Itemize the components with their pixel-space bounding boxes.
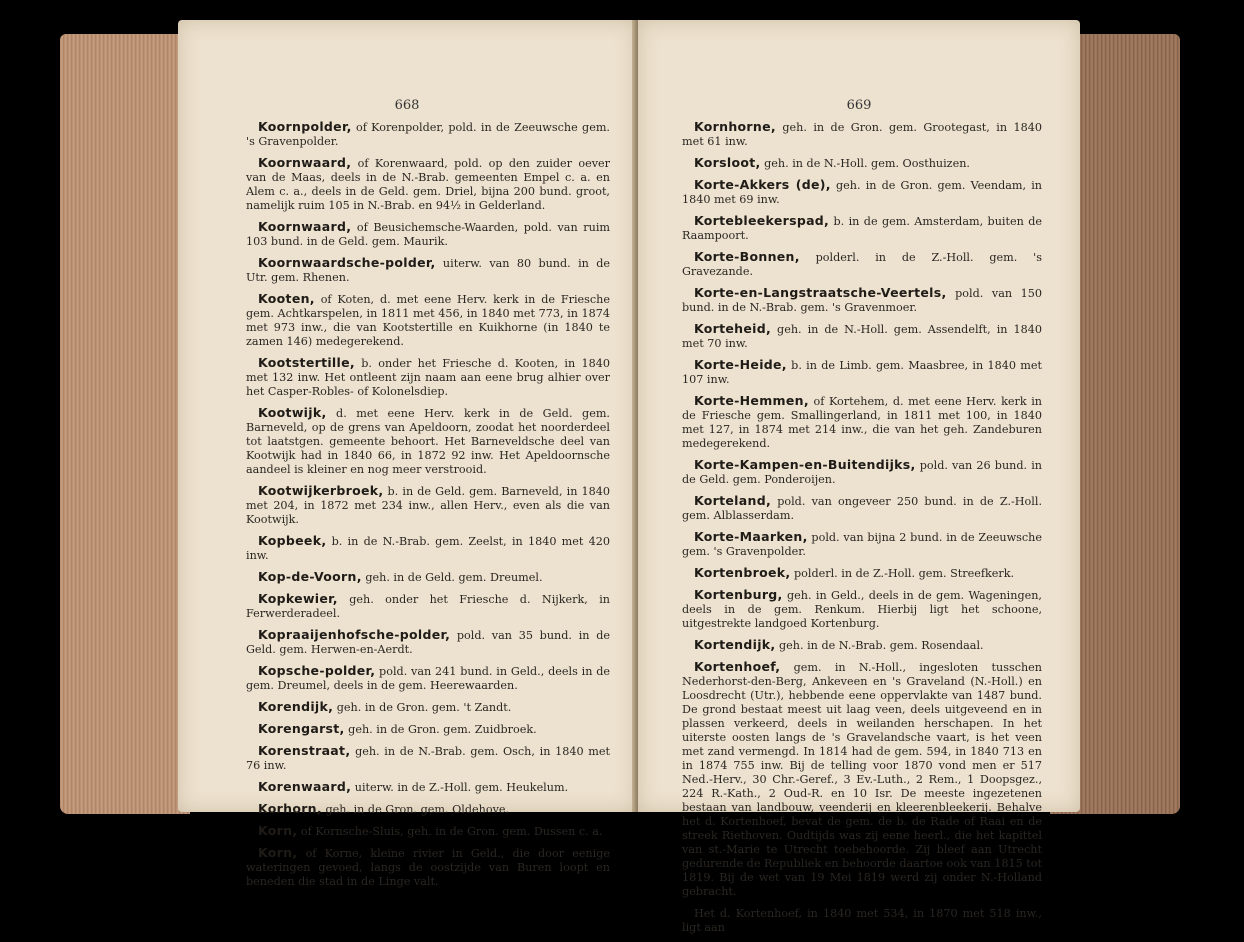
dictionary-entry [682,566,1042,581]
dictionary-entry [682,458,1042,487]
dictionary-entry [682,250,1042,279]
entry-text: pold. van 35 bund. in de Geld. gem. Herwen-en-Aerdt. [246,629,610,656]
dictionary-entry [682,906,1042,935]
entry-headword: Korn, [258,823,298,838]
entry-headword: Korsloot, [694,155,761,170]
entry-text: geh. in de N.-Holl. gem. Oosthuizen. [760,157,970,170]
dictionary-entry [682,530,1042,559]
entry-text: uiterw. van 80 bund. in de Utr. gem. Rhenen. [246,257,610,284]
entry-headword: Kopbeek, [258,533,327,548]
entry-text: pold. van 241 bund. in Geld., deels in de gem. Dreumel, deels in de gem. Heerewaarden. [246,665,610,692]
page-number: 668 [394,98,420,113]
entry-text: of Korenpolder, pold. in de Zeeuwsche gem. 's Gravenpolder. [246,121,610,148]
entry-headword: Kooten, [258,291,315,306]
dictionary-entry [682,494,1042,523]
entry-text: b. in de gem. Amsterdam, buiten de Raampoort. [682,215,1042,242]
entry-headword: Korendijk, [258,699,334,714]
text-column [246,120,610,896]
dictionary-entry [682,120,1042,149]
entry-headword: Kortebleekerspad, [694,213,830,228]
right-page [638,20,1080,934]
entry-headword: Koornwaard, [258,155,352,170]
dictionary-entry [246,256,610,285]
entry-headword: Korn, [258,845,298,860]
entry-headword: Kopraaijenhofsche-polder, [258,627,451,642]
dictionary-entry [246,780,610,795]
entry-text: pold. van 150 bund. in de N.-Brab. gem. 's Gravenmoer. [682,287,1042,314]
entry-headword: Koornwaard, [258,219,352,234]
open-book [50,14,1190,934]
dictionary-entry [682,358,1042,387]
entry-text: pold. van ongeveer 250 bund. in de Z.-Holl. gem. Alblasserdam. [682,495,1042,522]
entry-headword: Koornwaardsche-polder, [258,255,436,270]
dictionary-entry [246,220,610,249]
entry-text: pold. van 26 bund. in de Geld. gem. Ponderoijen. [682,459,1042,486]
dictionary-entry [682,156,1042,171]
entry-text: geh. in de Gron. gem. Grootegast, in 1840 met 61 inw. [682,121,1042,148]
dictionary-entry [682,214,1042,243]
entry-headword: Korte-Bonnen, [694,249,800,264]
entry-headword: Korenwaard, [258,779,352,794]
entry-headword: Korte-en-Langstraatsche-Veertels, [694,285,947,300]
left-page [178,20,636,888]
entry-text: of Koten, d. met eene Herv. kerk in de Friesche gem. Achtkarspelen, in 1811 met 456, in 1840 met 773, in 1874 met 973 inw., die van Kootstertille en Kuikhorne (in 1840 te zamen 146) medegerekend. [246,293,610,348]
entry-text: geh. in de Geld. gem. Dreumel. [361,571,543,584]
text-column [682,120,1042,942]
entry-text: of Kornsche-Sluis, geh. in de Gron. gem. Dussen c. a. [297,825,603,838]
dictionary-entry [682,178,1042,207]
dictionary-entry [246,406,610,477]
entry-headword: Kopsche-polder, [258,663,376,678]
entry-headword: Kootwijkerbroek, [258,483,384,498]
page-edges-left [60,34,190,814]
dictionary-entry [246,534,610,563]
entry-text: b. in de Geld. gem. Barneveld, in 1840 met 204, in 1872 met 234 inw., allen Herv., even als die van Kootwijk. [246,485,610,526]
dictionary-entry [246,120,610,149]
entry-text: uiterw. in de Z.-Holl. gem. Heukelum. [351,781,569,794]
entry-text: of Kortehem, d. met eene Herv. kerk in de Friesche gem. Smallingerland, in 1811 met 100, in 1840 met 127, in 1874 met 214 inw., die van het geh. Zandeburen medegerekend. [682,395,1042,450]
page-number: 669 [846,98,872,113]
dictionary-entry [682,394,1042,451]
entry-text: geh. in Geld., deels in de gem. Wageningen, deels in de gem. Renkum. Hierbij ligt het schoone, uitgestrekte landgoed Kortenburg. [682,589,1042,630]
entry-headword: Kornhorne, [694,119,776,134]
entry-text: gem. in N.-Holl., ingesloten tusschen Nederhorst-den-Berg, Ankeveen en 's Graveland (N.-Holl.) en Loosdrecht (Utr.), hebbende eene oppervlakte van 1487 bund. De grond bestaat meest uit laag veen, deels uitgeveend en in plassen verkeerd, deels in weilanden herschapen. In het uiterste oosten langs de 's Gravelandsche vaart, is het veen met zand vermengd. In 1814 had de gem. 594, in 1840 713 en in 1874 755 inw. Bij de telling voor 1870 vond men er 517 Ned.-Herv., 30 Chr.-Geref., 3 Ev.-Luth., 2 Rem., 1 Doopsgez., 224 R.-Kath., 2 Oud-R. en 10 Isr. De meeste ingezetenen bestaan van landbouw, veenderij en kleerenbleekerij. Behalve het d. Kortenhoef, bevat de gem. de b. de Rade of Raai en de streek Riethoven. Oudtijds was zij eene heerl., die het kapittel van st.-Marie te Utrecht toebehoorde. Zij bleef aan Utrecht gedurende de Republiek en behoorde daartoe ook van 1815 tot 1819. Bij de wet van 19 Mei 1819 werd zij onder N.-Holland gebracht. [682,661,1042,898]
entry-headword: Korteland, [694,493,771,508]
dictionary-entry [682,322,1042,351]
entry-text: geh. in de Gron. gem. Oldehove. [321,803,510,816]
entry-text: polderl. in de Z.-Holl. gem. Streefkerk. [790,567,1015,580]
entry-text: of Beusichemsche-Waarden, pold. van ruim 103 bund. in de Geld. gem. Maurik. [246,221,610,248]
dictionary-entry [682,588,1042,631]
entry-headword: Korte-Akkers (de), [694,177,831,192]
dictionary-entry [246,664,610,693]
entry-text: geh. in de N.-Brab. gem. Rosendaal. [775,639,984,652]
entry-text: of Korne, kleine rivier in Geld., die door eenige wateringen gevoed, langs de oostzijde van Buren loopt en beneden die stad in de Linge valt. [246,847,610,888]
entry-headword: Korte-Kampen-en-Buitendijks, [694,457,916,472]
dictionary-entry [246,592,610,621]
entry-text: geh. in de N.-Brab. gem. Osch, in 1840 met 76 inw. [246,745,610,772]
entry-text: Het d. Kortenhoef, in 1840 met 534, in 1870 met 518 inw., ligt aan [682,907,1042,934]
entry-headword: Kortenburg, [694,587,783,602]
entry-headword: Koornpolder, [258,119,352,134]
entry-headword: Korenstraat, [258,743,351,758]
entry-headword: Korhorn, [258,801,322,816]
entry-text: b. in de Limb. gem. Maasbree, in 1840 met 107 inw. [682,359,1042,386]
entry-text: pold. van bijna 2 bund. in de Zeeuwsche gem. 's Gravenpolder. [682,531,1042,558]
entry-headword: Korte-Hemmen, [694,393,809,408]
entry-headword: Korengarst, [258,721,345,736]
dictionary-entry [246,700,610,715]
entry-headword: Kop-de-Voorn, [258,569,362,584]
dictionary-entry [246,570,610,585]
entry-text: polderl. in de Z.-Holl. gem. 's Gravezande. [682,251,1042,278]
entry-text: geh. in de Gron. gem. Veendam, in 1840 met 69 inw. [682,179,1042,206]
entry-headword: Kootstertille, [258,355,355,370]
dictionary-entry [246,846,610,889]
dictionary-entry [246,824,610,839]
dictionary-entry [682,638,1042,653]
dictionary-entry [682,286,1042,315]
dictionary-entry [246,744,610,773]
entry-headword: Kortenhoef, [694,659,781,674]
entry-headword: Kortendijk, [694,637,776,652]
entry-text: geh. in de N.-Holl. gem. Assendelft, in 1840 met 70 inw. [682,323,1042,350]
entry-text: b. onder het Friesche d. Kooten, in 1840 met 132 inw. Het ontleent zijn naam aan eene brug alhier over het Casper-Robles- of Kolonelsdiep. [246,357,610,398]
entry-text: b. in de N.-Brab. gem. Zeelst, in 1840 met 420 inw. [246,535,610,562]
dictionary-entry [246,356,610,399]
entry-headword: Korteheid, [694,321,772,336]
dictionary-entry [246,484,610,527]
dictionary-entry [682,660,1042,899]
entry-headword: Kortenbroek, [694,565,791,580]
entry-text: geh. in de Gron. gem. Zuidbroek. [344,723,537,736]
entry-text: geh. onder het Friesche d. Nijkerk, in Ferwerderadeel. [246,593,610,620]
dictionary-entry [246,802,610,817]
dictionary-entry [246,722,610,737]
entry-headword: Kootwijk, [258,405,327,420]
dictionary-entry [246,156,610,213]
entry-text: d. met eene Herv. kerk in de Geld. gem. Barneveld, op de grens van Apeldoorn, zoodat het noorderdeel tot laatstgen. gemeente behoort. Het Barneveldsche deel van Kootwijk had in 1840 66, in 1872 92 inw. Het Apeldoornsche aandeel is kleiner en nog meer verstrooid. [246,407,610,476]
dictionary-entry [246,628,610,657]
entry-text: of Korenwaard, pold. op den zuider oever van de Maas, deels in de N.-Brab. gemeenten Empel c. a. en Alem c. a., deels in de Geld. gem. Driel, bijna 200 bund. groot, namelijk ruim 105 in N.-Brab. en 94½ in Gelderland. [246,157,610,212]
entry-headword: Korte-Maarken, [694,529,808,544]
entry-text: geh. in de Gron. gem. 't Zandt. [333,701,512,714]
dictionary-entry [246,292,610,349]
entry-headword: Kopkewier, [258,591,338,606]
entry-headword: Korte-Heide, [694,357,787,372]
